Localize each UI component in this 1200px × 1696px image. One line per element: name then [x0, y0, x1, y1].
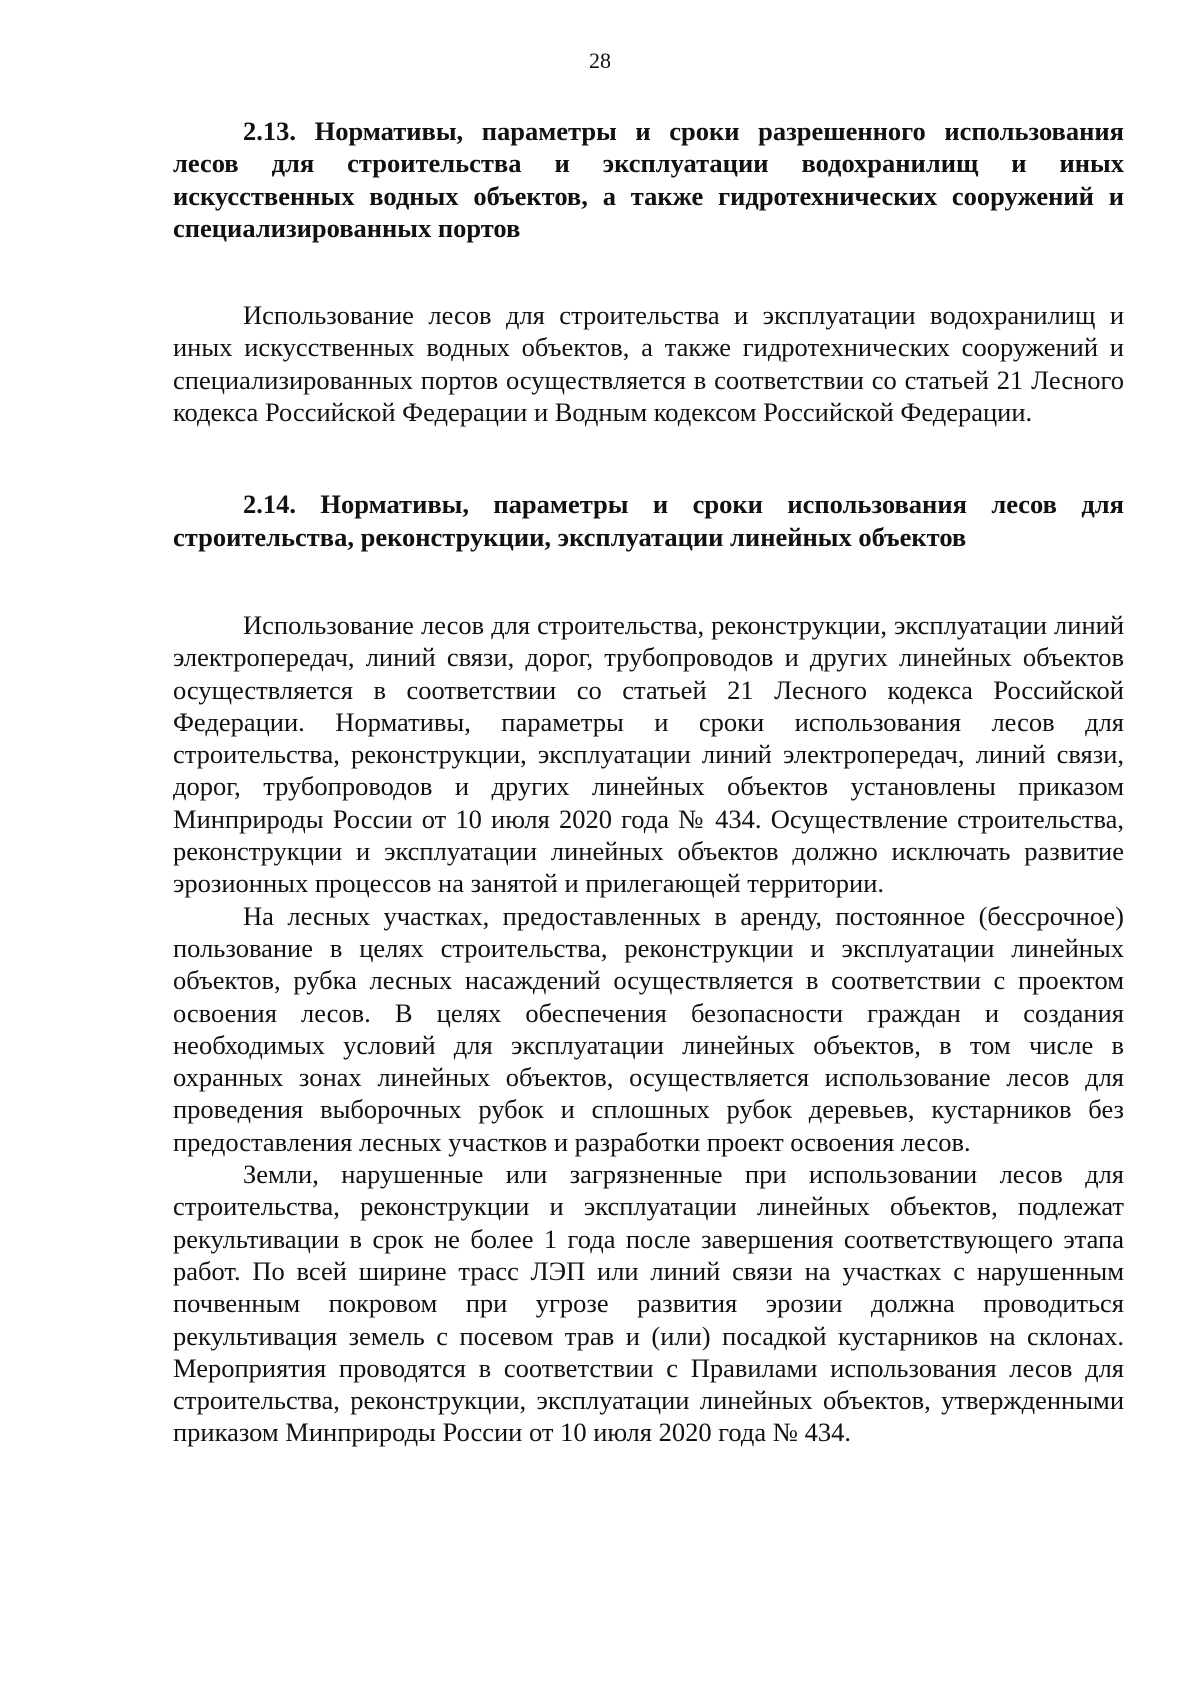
page-number: 28	[589, 48, 611, 73]
section-heading-2-14: 2.14. Нормативы, параметры и сроки использования лесов для строительства, реконструкции, эксплуатации линейных объектов	[173, 489, 1124, 552]
section-heading-2-13: 2.13. Нормативы, параметры и сроки разрешенного использования лесов для строительства и эксплуатации водохранилищ и иных искусственных водных объектов, а также гидротехнических сооружений и специализированных портов	[173, 116, 1124, 243]
section-2-13-paragraph: Использование лесов для строительства и эксплуатации водохранилищ и иных искусственных водных объектов, а также гидротехнических сооружений и специализированных портов осуществляется в соответствии со статьей 21 Лесного кодекса Российской Федерации и Водным кодексом Российской Федерации.	[173, 300, 1124, 428]
page-content	[173, 115, 1124, 1449]
section-2-14-paragraph-1: Использование лесов для строительства, реконструкции, эксплуатации линий электропередач, линий связи, дорог, трубопроводов и других линейных объектов осуществляется в соответствии со статьей 21 Лесного кодекса Российской Федерации. Нормативы, параметры и сроки использования лесов для строительства, реконструкции, эксплуатации линий электропередач, линий связи, дорог, трубопроводов и других линейных объектов установлены приказом Минприроды России от 10 июля 2020 года № 434. Осуществление строительства, реконструкции и эксплуатации линейных объектов должно исключать развитие эрозионных процессов на занятой и прилегающей территории.	[173, 609, 1124, 899]
section-2-14-paragraph-3: Земли, нарушенные или загрязненные при использовании лесов для строительства, реконструкции и эксплуатации линейных объектов, подлежат рекультивации в срок не более 1 года после завершения соответствующего этапа работ. По всей ширине трасс ЛЭП или линий связи на участках с нарушенным почвенным покровом при угрозе развития эрозии должна проводиться рекультивация земель с посевом трав и (или) посадкой кустарников на склонах. Мероприятия проводятся в соответствии с Правилами использования лесов для строительства, реконструкции, эксплуатации линейных объектов, утвержденными приказом Минприроды России от 10 июля 2020 года № 434.	[173, 1159, 1124, 1448]
section-2-14-paragraph-2: На лесных участках, предоставленных в аренду, постоянное (бессрочное) пользование в целях строительства, реконструкции и эксплуатации линейных объектов, рубка лесных насаждений осуществляется в соответствии с проектом освоения лесов. В целях обеспечения безопасности граждан и создания необходимых условий для эксплуатации линейных объектов, в том числе в охранных зонах линейных объектов, осуществляется использование лесов для проведения выборочных рубок и сплошных рубок деревьев, кустарников без предоставления лесных участков и разработки проект освоения лесов.	[173, 900, 1124, 1157]
